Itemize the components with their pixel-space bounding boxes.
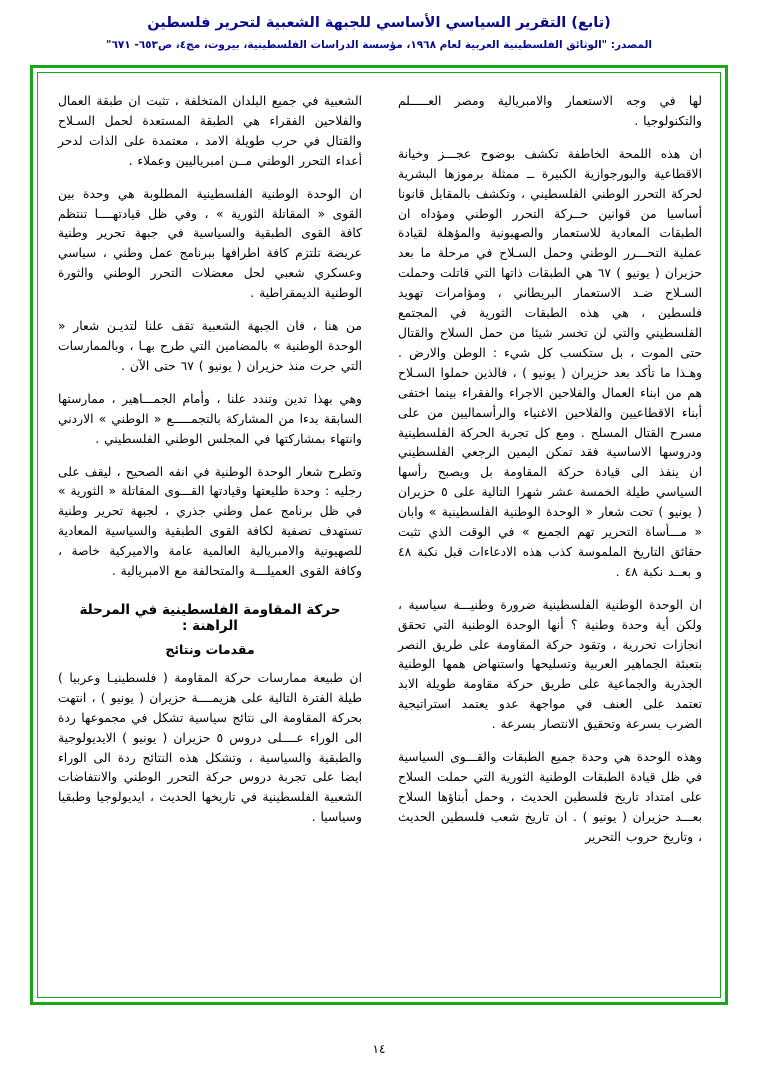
document-header (0, 0, 758, 52)
column-right (398, 92, 702, 972)
page-title: (تابع) التقرير السياسي الأساسي للجبهة الشعبية لتحرير فلسطين (147, 15, 611, 31)
paragraph: ان الوحدة الوطنية الفلسطينية المطلوبة هي وحدة بين القوى « المقاتلة الثورية » ، وفي ظل قيادتهــــا تنتظم كافة القوى الطبقية والسياسية في جبهة تحرير وطنية عريضة تلتزم كافة اطرافها ببرنامج عمل وطني ، سياسي وعسكري شعبي لحل معضلات التحرر الوطني والثورة الوطنية الديمقراطية . (58, 186, 362, 301)
section-subheading: مقدمات ونتائج (165, 641, 255, 657)
paragraph: لها في وجه الاستعمار والامبريالية ومصر العـــــلم والتكنولوجيا . (398, 94, 702, 128)
paragraph: من هنا ، فان الجبهة الشعبية تقف علنا لتديـن شعار « الوحدة الوطنية » بالمضامين التي طرح بهـا ، وبالممارسات التي جرت منذ حزيران ( يونيو ) ٦٧ حتى الآن . (58, 319, 362, 373)
paragraph: ان طبيعة ممارسات حركة المقاومة ( فلسطينيـا وعربيا ) طيلة الفترة التالية على هزيمــــة حزيران ( يونيو ) ، انتهت بحركة المقاومة الى نتائج سياسية تشكل في مجموعها ردة الى الوراء عــــلى دروس ٥ حزيران ( يونيو ) الايديولوجية والطبقية والسياسية ، وتشكل هذه النتائج ردة الى الوراء ايضا على تجربة دروس حركة التحرر الوطني والانتفاضات الشعبية الفلسطينية في تاريخها الحديث ، ايديولوجيا وطبقيا وسياسيا . (58, 670, 362, 825)
source-line: المصدر: "الوثائق الفلسطينية العربية لعام ١٩٦٨، مؤسسة الدراسات الفلسطينية، بيروت، مج٤، ص٦٥٣- ٦٧١" (105, 38, 653, 51)
paragraph: وهي بهذا تدين وتندد علنا ، وأمام الجمـــاهير ، ممارستها السابقة بدءا من المشاركة بالتجمـــــع « الوطني » الاردني وانتهاء بمشاركتها في المجلس الوطني الفلسطيني . (58, 391, 362, 446)
paragraph: ان هذه اللمحة الخاطفة تكشف بوضوح عجـــز وخيانة الاقطاعية والبورجوازية الكبيرة ــ ممثلة برموزها البشرية لحركة التحرر الوطني الفلسطيني ، وتكشف بالمقابل قانونا أساسيا من قوانين حــركة التحرر الوطني ومؤداه ان الطبقات المعادية للاستعمار والصهيونية والمؤهلة لقيادة عملية التحـــرر الوطني وحمل السـلاح في مرحلة ما بعد حزيران ( يونيو ) ٦٧ هي الطبقات ذاتها التي قاتلت وحملت السـلاح ضـد الاستعمار البريطاني ، ومؤامرات تهويد فلسطين ، هي هذه الطبقات الثورية في المجتمع الفلسطيني والتي لن تخسر شيئا من حمل السلاح والقتال حتى الموت ، بل ستكسب كل شيء : الوطن والارض . وهـذا ما تأكد بعد حزيران ( يونيو ) ، فالذين حملوا السـلاح هم من ابناء العمال والفلاحين الاجراء والفقراء بينما اختفى أبناء الاقطاعيين والفلاحين الاغنياء والرأسماليين من على مسرح القتال المسلح . ومع كل تجربة الحركة الفلسطينية ودروسها الاساسية فقد تمكن اليمين الرجعي الفلسطيني ان ينفذ الى قيادة حركة المقاومة بل ويصبح رأسها السياسي طيلة الخمسة عشر شهرا التالية على ٥ حزيران ( يونيو ) تحت شعار « الوحدة الوطنية الفلسطينية » وابان « مـــأساة التحرير تهم الجميع » في الوقت الذي تثبت حقائق التاريخ الملموسة كذب هذه الادعاءات قبل نكبة ٤٨ و بعــد نكبة ٤٨ . (398, 146, 702, 579)
paragraph: ان الوحدة الوطنية الفلسطينية ضرورة وطنيـــة سياسية ، ولكن أية وحدة وطنية ؟ أنها الوحدة الوطنية التي تحقق انجازات تحررية ، وتقود حركة المقاومة على طريق النصر بتعبئة الجماهير العربية وتسليحها واستنهاض همها الوطنية الجذرية والجماعية على طريق حركة مقاومة طويلة الابد تعتمد على العنف في مواجهة عدو يعتمد استراتيجية الضرب بسرعة وتحقيق الانتصار بسرعة . (398, 597, 702, 732)
paragraph: الشعبية في جميع البلدان المتخلفة ، تثبت ان طبقة العمال والفلاحين الفقراء هي الطبقة المستعدة لحمل السـلاح والقتال في حرب طويلة الامد ، معتمدة على الذات لدحر أعداء التحرر الوطني مــن امبرياليين وعملاء . (58, 94, 362, 168)
section-heading: حركة المقاومة الفلسطينية في المرحلة الراهنة : (79, 601, 341, 634)
paragraph: وتطرح شعار الوحدة الوطنية في انفه الصحيح ، ليقف على رجليه : وحدة طليعتها وقيادتها القـــوى المقاتلة « الثورية » في ظل برنامج عمل وطني جذري ، لجبهة تحرير وطنية تستهدف تصفية لكافة القوى الطبقية والسياسية المعادية للصهيونية والامبريالية العالمية عامة والاميركية خاصة ، وكافة القوى العميلـــة والمتحالفة مع الامبريالية . (58, 464, 362, 579)
text-columns (58, 92, 702, 972)
page-number: ١٤ (372, 1042, 386, 1056)
paragraph: وهذه الوحدة هي وحدة جميع الطبقات والقـــوى السياسية في ظل قيادة الطبقات الوطنية الثورية التي حملت السلاح على امتداد تاريخ فلسطين الحديث ، وحمل أبناؤها السلاح بعـــد حزيران ( يونيو ) . ان تاريخ شعب فلسطين الحديث ، وتاريخ حروب التحرير (398, 750, 702, 844)
column-left (58, 92, 362, 972)
